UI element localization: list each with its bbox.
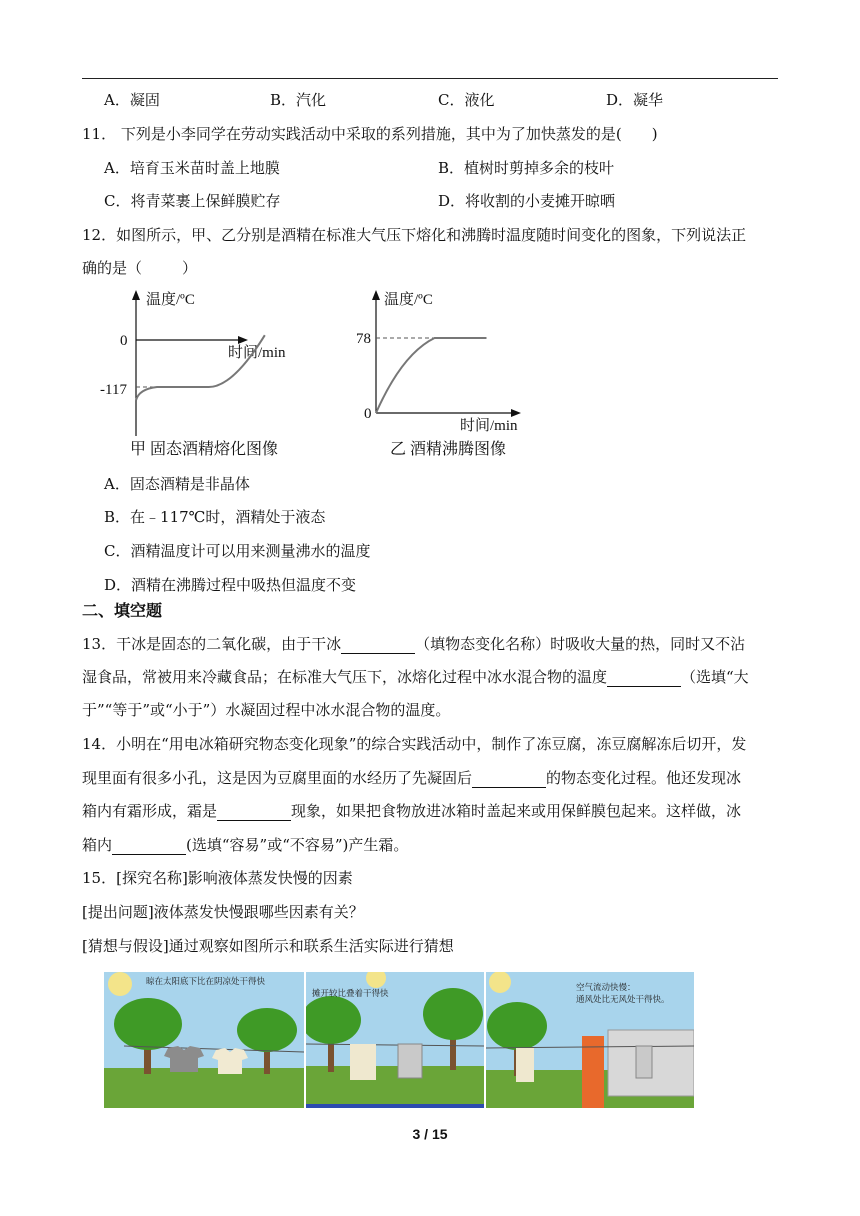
q14-line2	[82, 768, 741, 788]
q12-option-d[interactable]: D．酒精在沸腾过程中吸热但温度不变	[104, 576, 357, 594]
melting-chart-title: 甲 固态酒精熔化图像	[130, 441, 279, 458]
page-number: 3 / 15	[412, 1126, 448, 1142]
q12-stem-line2	[82, 258, 197, 278]
melting-chart	[96, 288, 326, 460]
q14-line1: 14．小明在“用电冰箱研究物态变化现象”的综合实践活动中，制作了冻豆腐，冻豆腐解冻后切开，发	[82, 735, 747, 753]
q15-line3: [猜想与假设]通过观察如图所示和联系生活实际进行猜想	[82, 937, 454, 955]
q12-paren-close: ）	[182, 259, 198, 277]
boiling-chart-ylabel: 温度/ºC	[384, 292, 433, 308]
q11-option-c[interactable]: C．将青菜裹上保鲜膜贮存	[104, 192, 281, 210]
q14-line4	[82, 835, 408, 855]
melting-chart-ytick-0: 0	[120, 333, 128, 349]
towel-spread	[350, 1044, 376, 1080]
q13-text-1a: 13．干冰是固态的二氧化碳，由于干冰	[82, 635, 342, 653]
boiling-chart-y-arrow	[372, 290, 380, 300]
q11-option-b[interactable]: B．植树时剪掉多余的枝叶	[438, 159, 615, 177]
q15-line1: 15．[探究名称]影响液体蒸发快慢的因素	[82, 869, 353, 887]
scene-airflow	[486, 972, 694, 1108]
boiling-chart-ytick-78: 78	[356, 331, 371, 347]
q11-paren-close: )	[651, 125, 658, 143]
q13-line3: 于”“等于”或“小于”）水凝固过程中冰水混合物的温度。	[82, 701, 451, 719]
q12-option-c[interactable]: C．酒精温度计可以用来测量沸水的温度	[104, 542, 371, 560]
q11-stem	[82, 124, 658, 144]
q12-stem-line1: 12．如图所示，甲、乙分别是酒精在标准大气压下熔化和沸腾时温度随时间变化的图象，下列说法正	[82, 226, 747, 244]
scene-caption-1: 晾在太阳底下比在阴凉处干得快	[146, 976, 266, 986]
boiling-chart-title: 乙 酒精沸腾图像	[390, 441, 507, 458]
towel-windy	[516, 1048, 534, 1082]
scene-caption-3a: 空气流动快慢：	[576, 982, 636, 992]
q13-text-2a: 湿食品，常被用来冷藏食品；在标准大气压下，冰熔化过程中冰水混合物的温度	[82, 668, 608, 686]
q13-text-2b: （选填“大	[681, 668, 749, 686]
scene-spread	[306, 972, 484, 1108]
q13-text-1b: （填物态变化名称）时吸收大量的热，同时又不沾	[415, 635, 746, 653]
sun-icon	[108, 972, 132, 996]
melting-chart-ylabel: 温度/ºC	[146, 292, 195, 308]
q12-stem-text: 确的是（	[82, 259, 143, 277]
q12-option-a[interactable]: A．固态酒精是非晶体	[104, 475, 250, 493]
q14-text-2b: 的物态变化过程。他还发现冰	[546, 769, 742, 787]
header-rule	[82, 78, 778, 79]
q14-blank-2[interactable]	[217, 805, 291, 821]
q10-option-a[interactable]: A．凝固	[104, 91, 160, 109]
sun-icon	[489, 972, 511, 993]
q14-text-4a: 箱内	[82, 836, 113, 854]
boiling-chart-curve	[376, 338, 487, 413]
scene-caption-3b: 通风处比无风处干得快。	[576, 994, 670, 1004]
q14-text-3a: 箱内有霜形成，霜是	[82, 802, 218, 820]
boiling-chart-xlabel: 时间/min	[460, 418, 518, 434]
q13-blank-2[interactable]	[607, 671, 681, 687]
q13-blank-1[interactable]	[341, 638, 415, 654]
q14-blank-3[interactable]	[112, 839, 186, 855]
scene-sunlight	[104, 972, 304, 1108]
q14-text-4b: (选填“容易”或“不容易”)产生霜。	[186, 836, 409, 854]
q11-stem-text: 11． 下列是小李同学在劳动实践活动中采取的系列措施，其中为了加快蒸发的是(	[82, 125, 622, 143]
q14-line3	[82, 801, 741, 821]
boiling-chart-origin: 0	[364, 406, 372, 422]
melting-chart-x-arrow	[238, 336, 248, 344]
section-title: 二、填空题	[82, 601, 163, 620]
melting-chart-xlabel: 时间/min	[228, 345, 286, 361]
melting-chart-y-arrow	[132, 290, 140, 300]
boiling-chart	[354, 288, 544, 460]
q15-line2: [提出问题]液体蒸发快慢跟哪些因素有关？	[82, 903, 364, 921]
q10-option-c[interactable]: C．液化	[438, 91, 495, 109]
q10-option-d[interactable]: D．凝华	[606, 91, 664, 109]
q10-option-b[interactable]: B．汽化	[270, 91, 327, 109]
q14-text-3b: 现象，如果把食物放进冰箱时盖起来或用保鲜膜包起来。这样做，冰	[291, 802, 742, 820]
q13-line1	[82, 634, 745, 654]
scene-caption-2: 摊开较比叠着干得快	[312, 988, 389, 998]
boiling-chart-x-arrow	[511, 409, 521, 417]
q14-text-2a: 现里面有很多小孔，这是因为豆腐里面的水经历了先凝固后	[82, 769, 473, 787]
towel-folded	[398, 1044, 422, 1078]
q14-blank-1[interactable]	[472, 772, 546, 788]
q12-option-b[interactable]: B．在﹣117℃时，酒精处于液态	[104, 508, 326, 526]
towel-still	[636, 1046, 652, 1078]
q11-option-d[interactable]: D．将收割的小麦摊开晾晒	[438, 192, 616, 210]
q13-line2	[82, 667, 749, 687]
q11-option-a[interactable]: A．培育玉米苗时盖上地膜	[104, 159, 280, 177]
melting-chart-ytick-117: -117	[100, 382, 127, 398]
